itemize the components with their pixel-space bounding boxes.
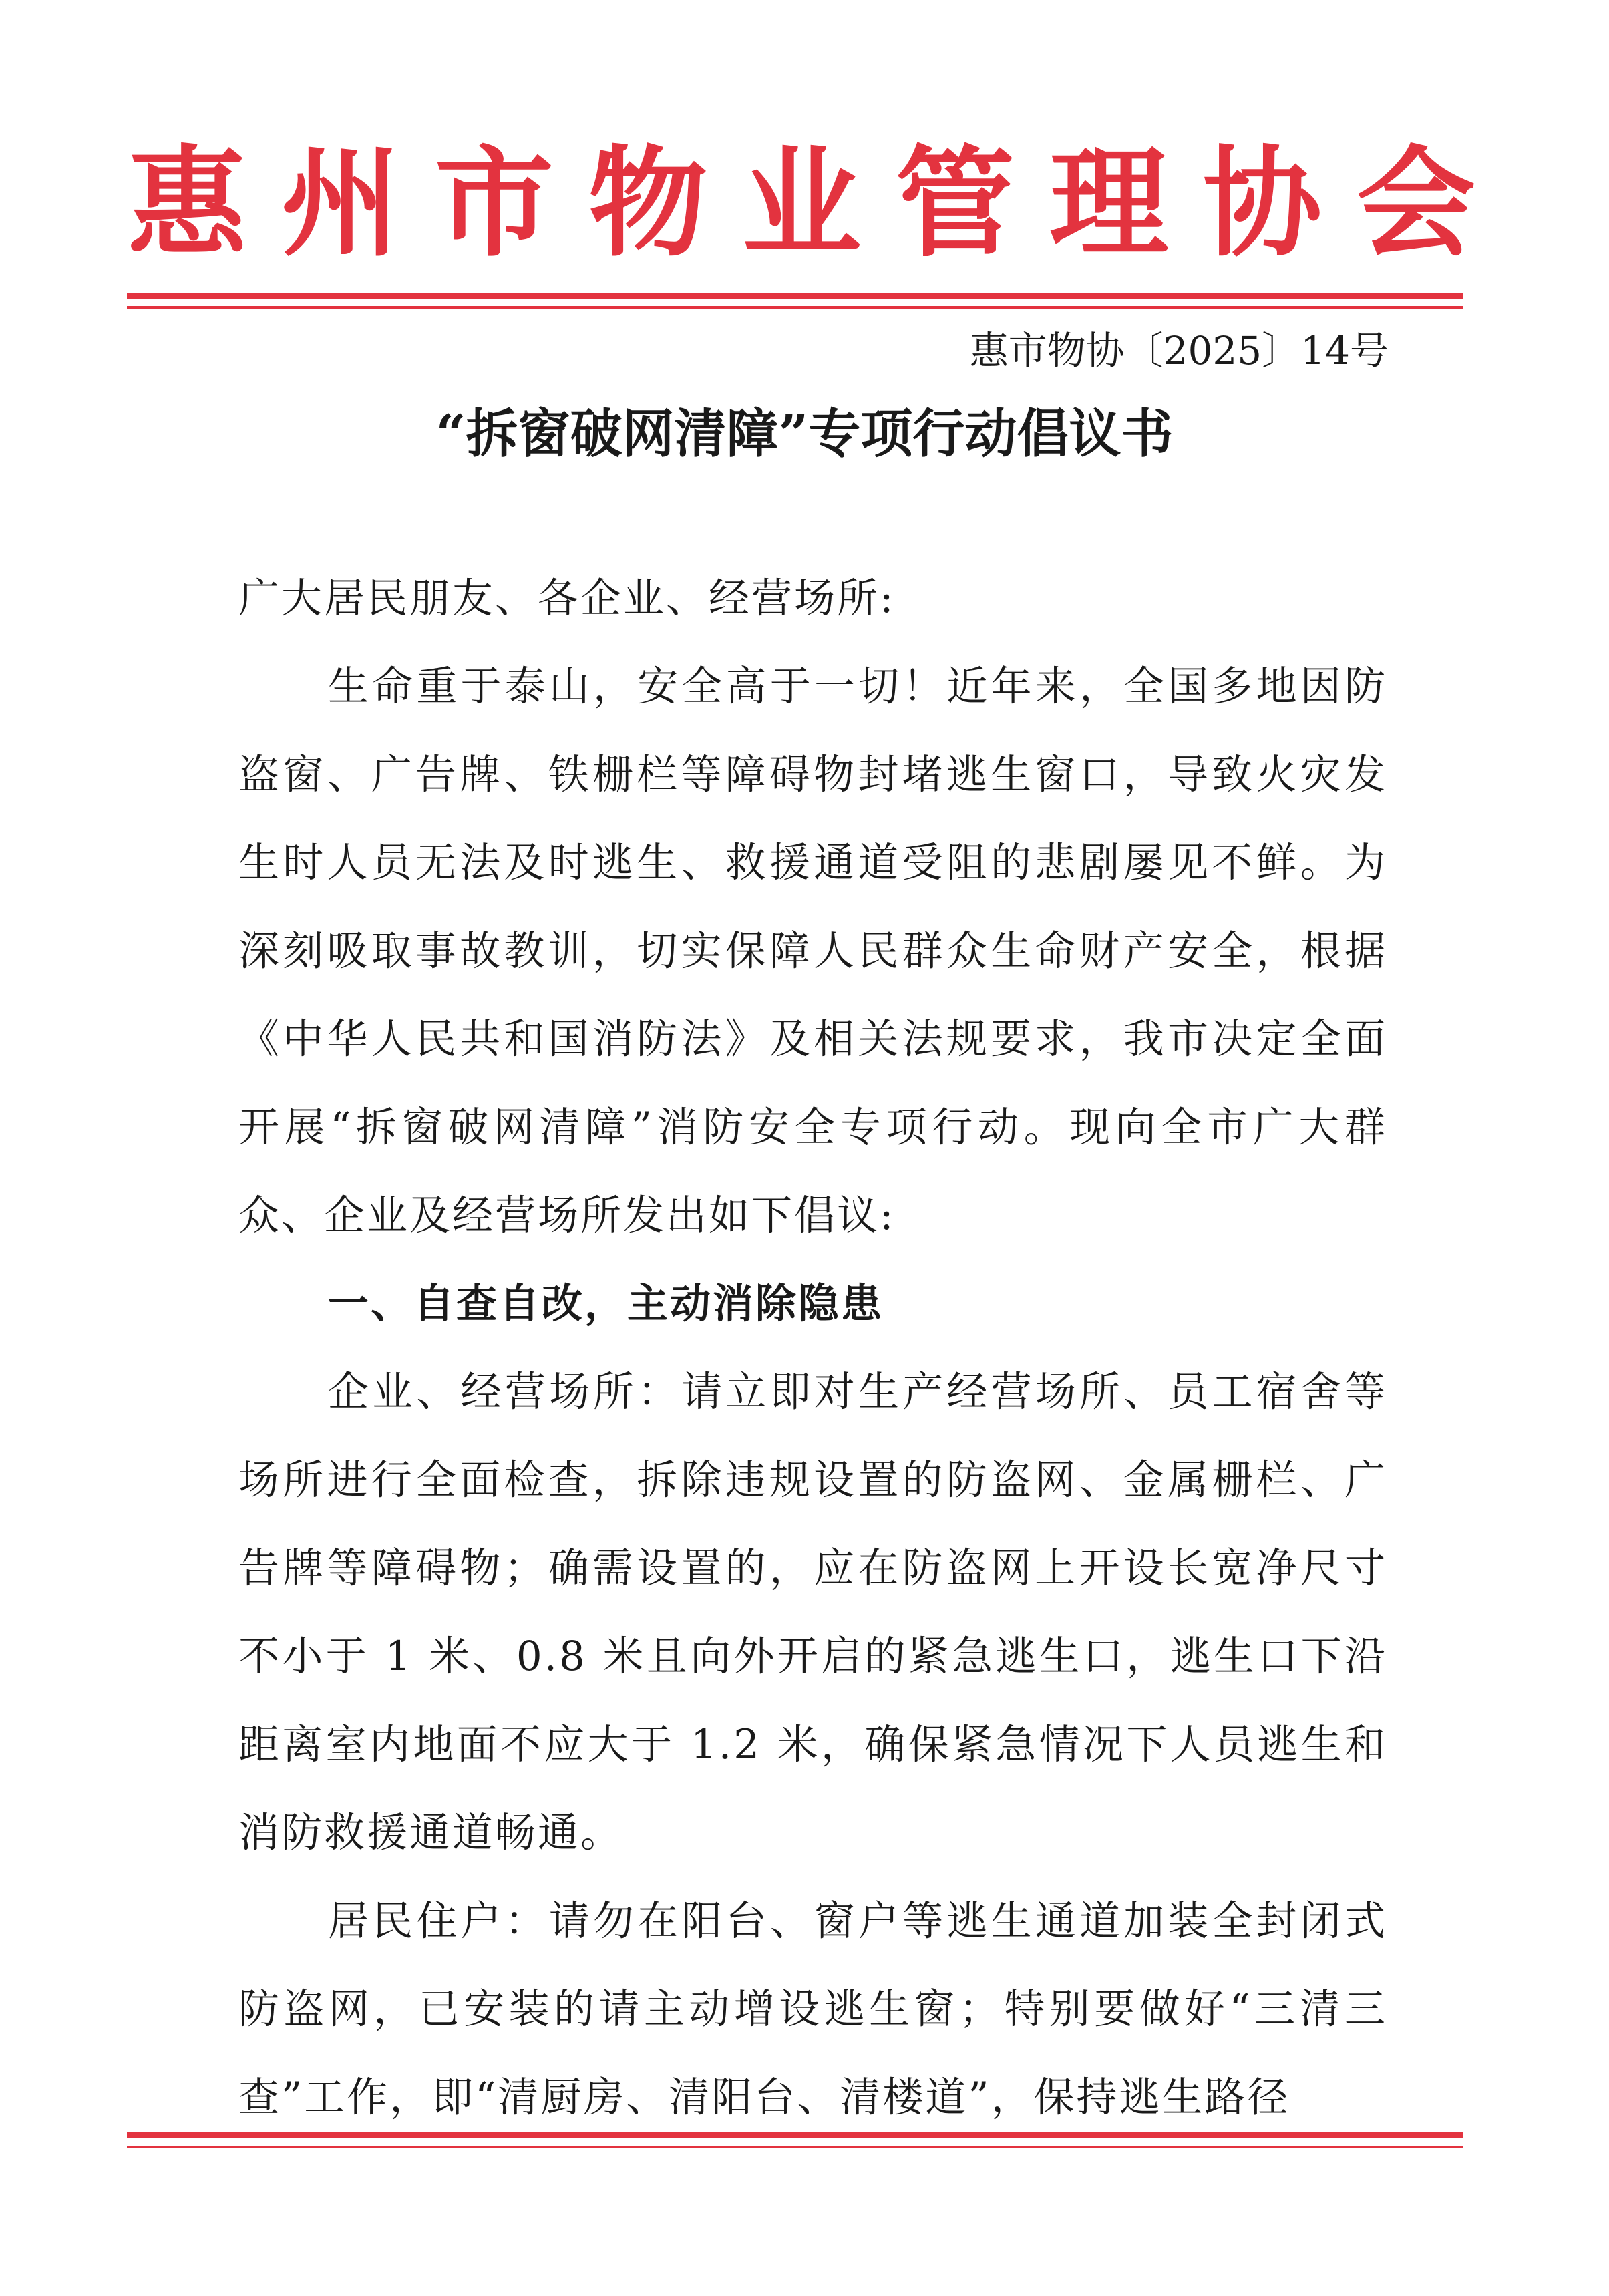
header-divider-thick	[127, 293, 1463, 299]
enterprises-paragraph: 企业、经营场所：请立即对生产经营场所、员工宿舍等场所进行全面检查，拆除违规设置的防盗网、金属栅栏、广告牌等障碍物；确需设置的，应在防盗网上开设长宽净尺寸不小于 1 米、0.8 米且向外开启的紧急逃生口，逃生口下沿距离室内地面不应大于 1.2 米，确保紧急情况下人员逃生和消防救援通道畅通。	[238, 1368, 1387, 1856]
letterhead-char: 理	[1049, 134, 1168, 273]
organization-letterhead	[120, 117, 1483, 291]
letterhead-char: 业	[742, 134, 861, 273]
residents-paragraph: 居民住户：请勿在阳台、窗户等逃生通道加装全封闭式防盗网，已安装的请主动增设逃生窗；特别要做好“三清三查”工作，即“清厨房、清阳台、清楼道”，保持逃生路径	[238, 1897, 1387, 2121]
document-body	[238, 554, 1387, 2142]
header-divider-thin	[127, 306, 1463, 309]
letterhead-char: 惠	[128, 134, 246, 273]
letterhead-char: 物	[588, 134, 707, 273]
letterhead-char: 市	[435, 134, 554, 273]
intro-paragraph: 生命重于泰山，安全高于一切！近年来，全国多地因防盗窗、广告牌、铁栅栏等障碍物封堵逃生窗口，导致火灾发生时人员无法及时逃生、救援通道受阻的悲剧屡见不鲜。为深刻吸取事故教训，切实保障人民群众生命财产安全，根据《中华人民共和国消防法》及相关法规要求，我市决定全面开展“拆窗破网清障”消防安全专项行动。现向全市广大群众、企业及经营场所发出如下倡议:	[238, 663, 1387, 1239]
document-number: 惠市物协〔2025〕14号	[969, 328, 1389, 373]
letterhead-char: 协	[1203, 134, 1322, 273]
letterhead-char: 州	[281, 134, 400, 273]
section-heading: 一、自查自改，主动消除隐患	[328, 1280, 884, 1327]
salutation: 广大居民朋友、各企业、经营场所:	[238, 575, 896, 622]
footer-divider-thick	[127, 2132, 1463, 2138]
letterhead-char: 管	[896, 134, 1015, 273]
document-title: “拆窗破网清障”专项行动倡议书	[435, 403, 1174, 464]
letterhead-char: 会	[1357, 134, 1475, 273]
footer-divider-thin	[127, 2146, 1463, 2148]
